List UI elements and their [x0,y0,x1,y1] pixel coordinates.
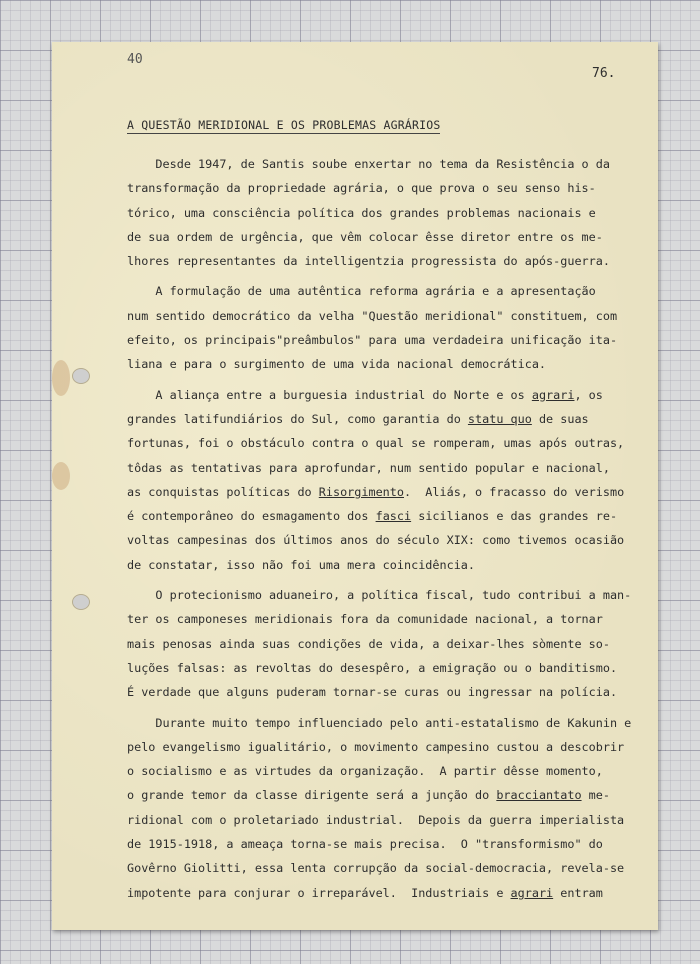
punch-hole [72,594,90,610]
paragraph [127,711,632,905]
text-line: é contemporâneo do esmagamento dos fasci sicilianos e das grandes re- [127,509,618,524]
text-line: É verdade que alguns puderam tornar-se curas ou ingressar na polícia. [127,685,618,700]
typewritten-page [52,42,658,930]
text-line: O protecionismo aduaneiro, a política fiscal, tudo contribui a man- [127,588,632,603]
paragraph [127,279,627,376]
underlined-term: agrari [531,387,575,402]
paragraph [127,152,627,273]
text-line: pelo evangelismo igualitário, o movimento campesino custou a descobrir [127,739,625,754]
text-line: ridional com o proletariado industrial. Depois da guerra imperialista [127,812,625,827]
text-line: grandes latifundiários do Sul, como garantia do statu quo de suas [127,411,589,426]
text-line: o grande temor da classe dirigente será a junção do bracciantato me- [127,788,610,803]
text-line: o socialismo e as virtudes da organização. A partir dêsse momento, [127,764,603,779]
paragraph [127,583,632,704]
text-line: A formulação de uma autêntica reforma agrária e a apresentação [127,284,596,299]
text-line: ter os camponeses meridionais fora da comunidade nacional, a tornar [127,612,603,627]
paper-stain [52,360,70,396]
underlined-term: bracciantato [496,788,582,803]
text-line: fortunas, foi o obstáculo contra o qual se romperam, umas após outras, [127,436,625,451]
text-line: mais penosas ainda suas condições de vida, a deixar-lhes sòmente so- [127,636,610,651]
text-line: de 1915-1918, a ameaça torna-se mais precisa. O "transformismo" do [127,837,603,852]
text-line: efeito, os principais"preâmbulos" para uma verdadeira unificação ita- [127,333,618,348]
text-line: de sua ordem de urgência, que vêm colocar êsse diretor entre os me- [127,229,603,244]
body-text [127,152,632,905]
text-line: num sentido democrático da velha "Questão meridional" constituem, com [127,308,618,323]
text-line: tôdas as tentativas para aprofundar, num sentido popular e nacional, [127,460,610,475]
text-line: Govêrno Giolitti, essa lenta corrupção da social-democracia, revela-se [127,861,625,876]
text-line: voltas campesinas dos últimos anos do século XIX: como tivemos ocasião [127,533,625,548]
text-line: lhores representantes da intelligentzia progressista do após-guerra. [127,254,610,269]
handwritten-page-number: 40 [127,52,143,67]
underlined-term: Risorgimento [318,484,404,499]
text-line: Desde 1947, de Santis soube enxertar no tema da Resistência o da [127,157,610,171]
paragraph [127,383,627,577]
text-line: impotente para conjurar o irreparável. Industriais e agrari entram [127,885,603,900]
underlined-term: fasci [375,509,412,524]
text-line: luções falsas: as revoltas do desespêro, a emigração ou o banditismo. [127,660,618,675]
text-line: Durante muito tempo influenciado pelo anti-estatalismo de Kakunin e [127,715,632,730]
underlined-term: statu quo [467,411,532,426]
text-line: liana e para o surgimento de uma vida nacional democrática. [127,357,547,372]
text-line: A aliança entre a burguesia industrial do Norte e os agrari, os [127,387,603,402]
text-line: tórico, uma consciência política dos grandes problemas nacionais e [127,205,596,220]
underlined-term: agrari [510,885,554,900]
text-line: as conquistas políticas do Risorgimento. Aliás, o fracasso do verismo [127,484,625,499]
typed-page-number: 76. [592,66,616,81]
page-title: A QUESTÃO MERIDIONAL E OS PROBLEMAS AGRÁRIOS [127,118,441,132]
text-line: transformação da propriedade agrária, o que prova o seu senso his- [127,181,596,196]
text-line: de constatar, isso não foi uma mera coincidência. [127,557,476,572]
punch-hole [72,368,90,384]
paper-stain [52,462,70,490]
